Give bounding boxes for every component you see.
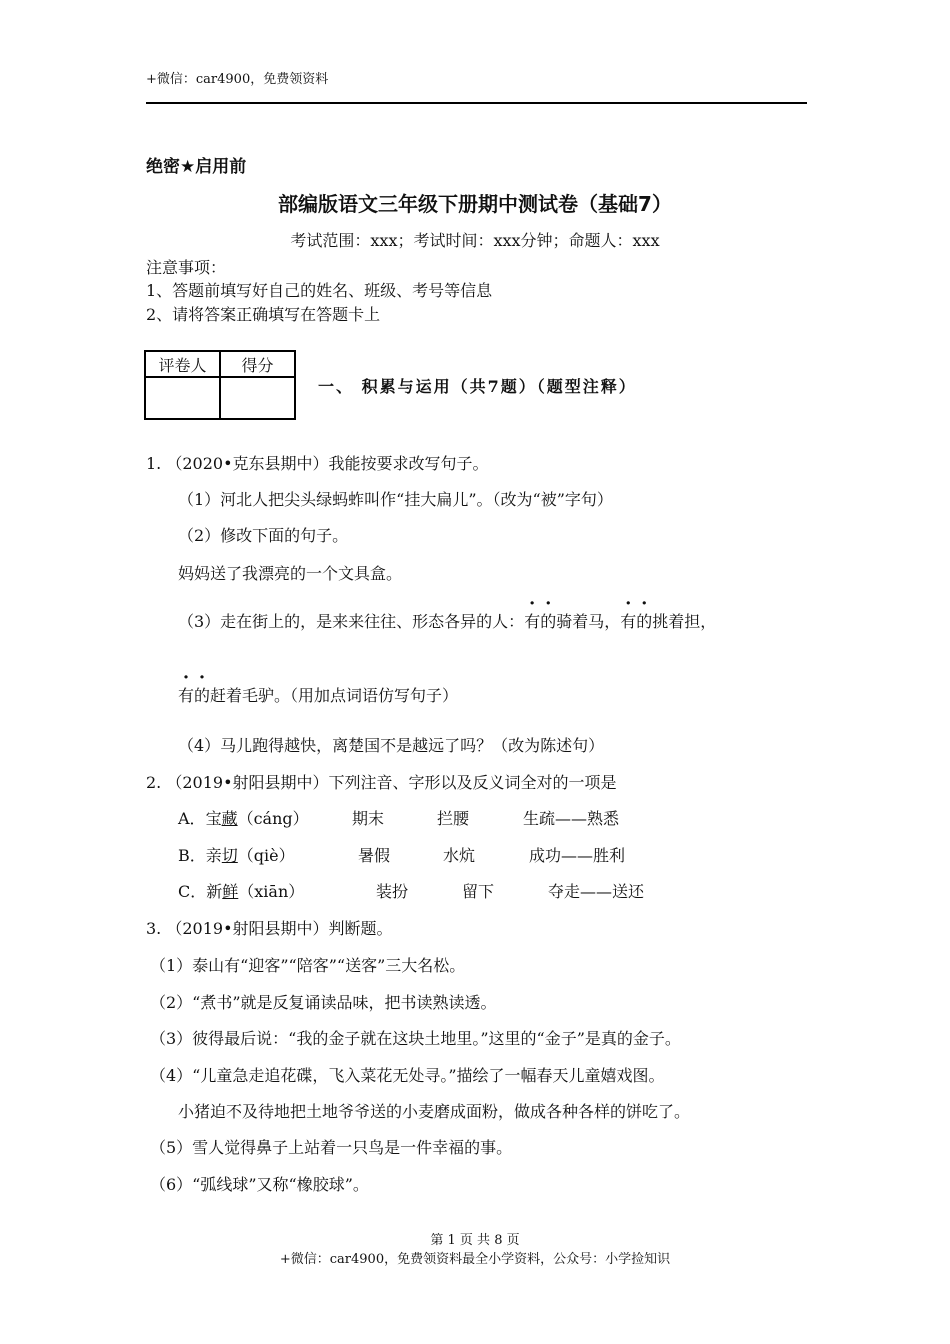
question-2-option-c <box>178 879 645 902</box>
judgement-item: （6）“弧线球”又称“橡胶球”。 <box>150 1175 369 1194</box>
notes-item: 1、答题前填写好自己的姓名、班级、考号等信息 <box>146 281 493 300</box>
judgement-item: （5）雪人觉得鼻子上站着一只鸟是一件幸福的事。 <box>150 1138 513 1157</box>
sub3-phrase: 挑着担， <box>652 612 717 631</box>
antonym-pair: 成功——胜利 <box>529 846 626 865</box>
underlined-char: 鲜 <box>222 882 239 901</box>
option-word: 拦腰 <box>437 809 470 828</box>
question-2-stem: 2. （2019•射阳县期中）下列注音、字形以及反义词全对的一项是 <box>146 773 617 792</box>
sub3-phrase: 骑着马， <box>556 612 621 631</box>
score-table <box>144 350 296 420</box>
option-word: 暑假 <box>358 846 391 865</box>
sub3-intro: （3）走在街上的，是来来往往、形态各异的人： <box>178 612 525 631</box>
option-word: 水炕 <box>443 846 476 865</box>
option-word: 新 <box>206 882 223 901</box>
score-table-header-grader: 评卷人 <box>145 351 220 377</box>
option-label: B． <box>178 846 206 865</box>
page-title: 部编版语文三年级下册期中测试卷（基础7） <box>278 192 672 216</box>
question-1-sub3-line2 <box>178 683 458 706</box>
question-1-sub4: （4）马儿跑得越快，离楚国不是越远了吗？（改为陈述句） <box>178 736 605 755</box>
sub3-phrase: 赶着毛驴。（用加点词语仿写句子） <box>210 686 459 705</box>
option-word: 留下 <box>462 882 495 901</box>
judgement-item: （4）“儿童急走追花碟，飞入菜花无处寻。”描绘了一幅春天儿童嬉戏图。 <box>150 1066 665 1085</box>
judgement-item: （3）彼得最后说：“我的金子就在这块土地里。”这里的“金子”是真的金子。 <box>150 1029 681 1048</box>
question-2-option-b <box>178 843 626 866</box>
dotted-char: 有 <box>620 612 637 631</box>
question-1-sub2-sentence: 妈妈送了我漂亮的一个文具盒。 <box>178 564 403 583</box>
score-table-grader-cell <box>145 377 220 419</box>
header-divider <box>146 102 807 104</box>
question-3-stem: 3. （2019•射阳县期中）判断题。 <box>146 919 393 938</box>
dotted-char: 的 <box>540 612 557 631</box>
secret-label: 绝密★启用前 <box>146 157 247 177</box>
notes-item: 2、请将答案正确填写在答题卡上 <box>146 305 381 324</box>
score-table-score-cell <box>220 377 295 419</box>
judgement-item: （2）“煮书”就是反复诵读品味，把书读熟读透。 <box>150 993 497 1012</box>
score-table-header-score: 得分 <box>220 351 295 377</box>
antonym-pair: 夺走——送还 <box>548 882 645 901</box>
question-1-sub1: （1）河北人把尖头绿蚂蚱叫作“挂大扁儿”。（改为“被”字句） <box>178 490 613 509</box>
question-2-option-a <box>178 806 620 829</box>
antonym-pair: 生疏——熟悉 <box>523 809 620 828</box>
question-1-sub3-line1 <box>178 609 716 632</box>
section-title: 一、 积累与运用（共7题）（题型注释） <box>318 377 637 396</box>
judgement-item: 小猪迫不及待地把土地爷爷送的小麦磨成面粉，做成各种各样的饼吃了。 <box>178 1102 691 1121</box>
underlined-char: 切 <box>221 846 238 865</box>
dotted-char: 有 <box>178 686 195 705</box>
option-label: C． <box>178 882 207 901</box>
dotted-char: 的 <box>636 612 653 631</box>
exam-info: 考试范围：xxx；考试时间：xxx分钟；命题人：xxx <box>290 231 660 250</box>
option-label: A． <box>178 809 206 828</box>
underlined-char: 藏 <box>221 809 238 828</box>
question-1-stem: 1. （2020•克东县期中）我能按要求改写句子。 <box>146 454 489 473</box>
notes-heading: 注意事项： <box>146 258 227 277</box>
pinyin: （cáng） <box>237 809 309 828</box>
dotted-char: 的 <box>194 686 211 705</box>
header-text: +微信：car4900，免费领资料 <box>146 72 329 87</box>
page-number: 第 1 页 共 8 页 <box>430 1233 520 1248</box>
option-word: 亲 <box>205 846 222 865</box>
footer-text: +微信：car4900，免费领资料最全小学资料，公众号：小学捡知识 <box>279 1252 671 1267</box>
option-word: 装扮 <box>376 882 409 901</box>
dotted-char: 有 <box>524 612 541 631</box>
option-word: 宝 <box>205 809 222 828</box>
option-word: 期末 <box>352 809 385 828</box>
pinyin: （qiè） <box>237 846 295 865</box>
question-1-sub2: （2）修改下面的句子。 <box>178 526 349 545</box>
pinyin: （xiān） <box>238 882 305 901</box>
judgement-item: （1）泰山有“迎客”“陪客”“送客”三大名松。 <box>150 956 466 975</box>
